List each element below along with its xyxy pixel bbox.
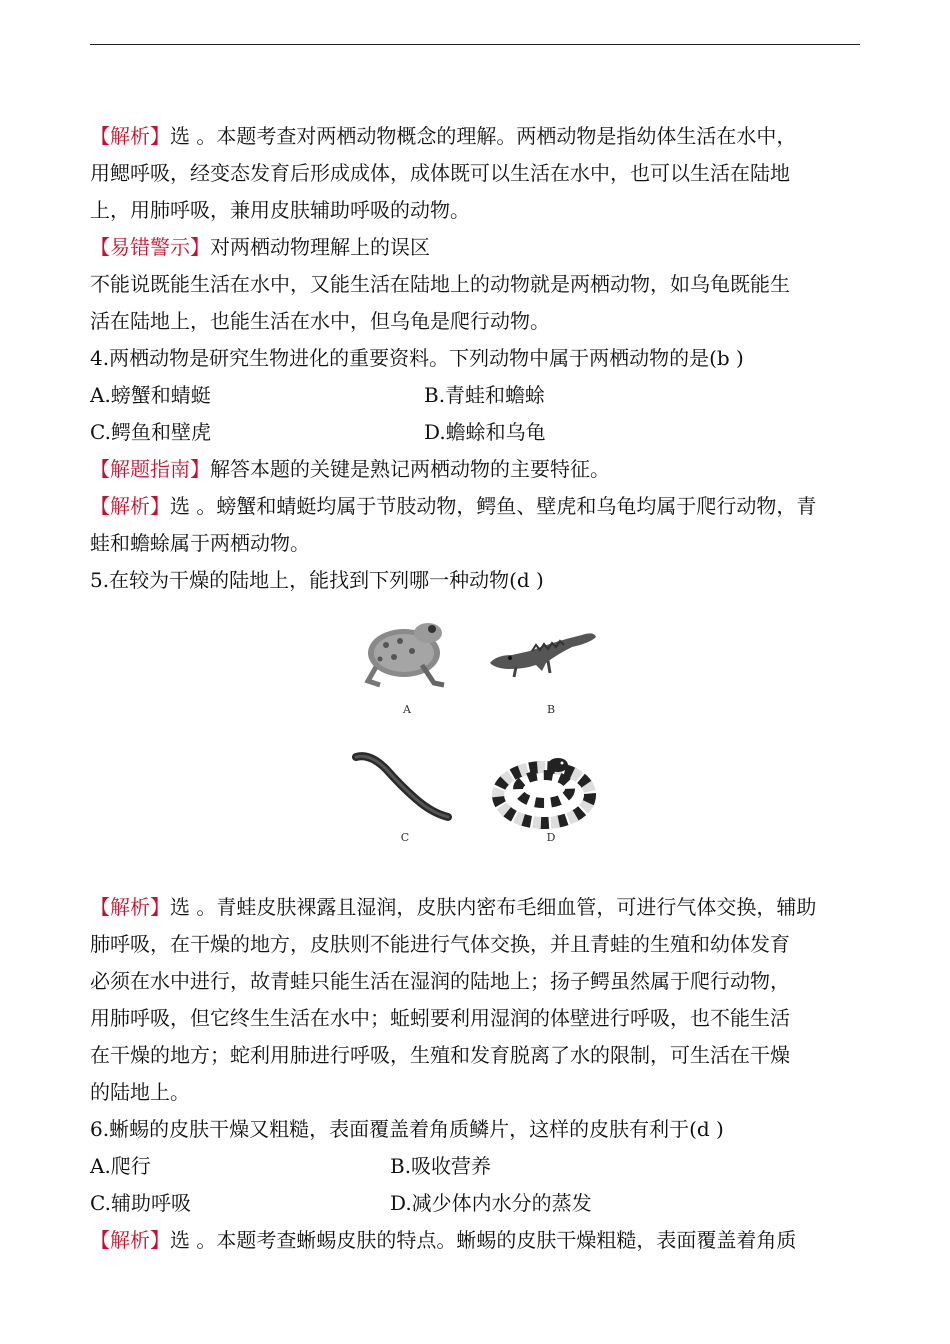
header-rule: [90, 44, 860, 45]
earthworm-image: [350, 747, 458, 827]
q4-option-d: D.蟾蜍和乌龟: [424, 420, 546, 444]
alligator-image: [486, 625, 598, 681]
figure-label-d: D: [546, 831, 556, 844]
analysis-tag: 【解析】: [90, 895, 170, 919]
guide-tag: 【解题指南】: [90, 457, 210, 481]
figure-label-b: B: [546, 703, 556, 716]
q4-guide: 【解题指南】解答本题的关键是熟记两栖动物的主要特征。: [90, 457, 610, 481]
q3-analysis-line-3: 上，用肺呼吸，兼用皮肤辅助呼吸的动物。: [90, 198, 470, 222]
q4-option-b: B.青蛙和蟾蜍: [424, 383, 546, 407]
q3-analysis-line-1: 【解析】选 。本题考查对两栖动物概念的理解。两栖动物是指幼体生活在水中，: [90, 124, 797, 148]
toad-image: [356, 611, 456, 691]
q6-options-row-2: [90, 1185, 862, 1222]
q6-option-a: A.爬行: [90, 1154, 151, 1178]
q5-analysis-line-6: 的陆地上。: [90, 1080, 190, 1104]
warning-line-2: 活在陆地上，也能生活在水中，但乌龟是爬行动物。: [90, 309, 550, 333]
q6-stem: 6.蜥蜴的皮肤干燥又粗糙，表面覆盖着角质鳞片，这样的皮肤有利于(d ): [90, 1117, 724, 1141]
warning-tag: 【易错警示】: [90, 235, 210, 259]
analysis-tag: 【解析】: [90, 494, 170, 518]
q6-option-b: B.吸收营养: [390, 1154, 492, 1178]
warning-heading: [90, 229, 862, 266]
q4-option-c: C.鳄鱼和壁虎: [90, 420, 211, 444]
q6-option-c: C.辅助呼吸: [90, 1191, 191, 1215]
q6-analysis-line-1: 【解析】选 。本题考查蜥蜴皮肤的特点。蜥蜴的皮肤干燥粗糙，表面覆盖着角质: [90, 1228, 797, 1252]
figure-label-a: A: [403, 703, 411, 716]
q4-options-row-2: [90, 414, 862, 451]
q4-options-row-1: [90, 377, 862, 414]
q4-stem: 4.两栖动物是研究生物进化的重要资料。下列动物中属于两栖动物的是(b ): [90, 346, 744, 370]
q6-options-row-1: [90, 1148, 862, 1185]
q5-figure: [90, 599, 862, 889]
q4-option-a: A.螃蟹和蜻蜓: [90, 383, 211, 407]
q4-analysis-line-1: 【解析】选 。螃蟹和蜻蜓均属于节肢动物，鳄鱼、壁虎和乌龟均属于爬行动物，青: [90, 494, 817, 518]
document-body: [90, 118, 862, 1259]
analysis-tag: 【解析】: [90, 124, 170, 148]
q5-analysis-line-3: 必须在水中进行，故青蛙只能生活在湿润的陆地上；扬子鳄虽然属于爬行动物，: [90, 969, 790, 993]
q5-analysis-line-1: 【解析】选 。青蛙皮肤裸露且湿润，皮肤内密布毛细血管，可进行气体交换，辅助: [90, 895, 817, 919]
warning-title: 对两栖动物理解上的误区: [210, 235, 430, 259]
q5-analysis-line-5: 在干燥的地方；蛇利用肺进行呼吸，生殖和发育脱离了水的限制，可生活在干燥: [90, 1043, 790, 1067]
banded-snake-image: [488, 749, 600, 833]
figure-label-c: C: [400, 831, 410, 844]
q4-analysis-line-2: 蛙和蟾蜍属于两栖动物。: [90, 531, 310, 555]
q5-stem: 5.在较为干燥的陆地上，能找到下列哪一种动物(d ): [90, 568, 544, 592]
q5-analysis-line-2: 肺呼吸，在干燥的地方，皮肤则不能进行气体交换，并且青蛙的生殖和幼体发育: [90, 932, 790, 956]
q6-option-d: D.减少体内水分的蒸发: [390, 1191, 592, 1215]
q5-analysis-line-4: 用肺呼吸，但它终生生活在水中；蚯蚓要利用湿润的体壁进行呼吸，也不能生活: [90, 1006, 790, 1030]
analysis-tag: 【解析】: [90, 1228, 170, 1252]
q3-analysis-line-2: 用鳃呼吸，经变态发育后形成成体，成体既可以生活在水中，也可以生活在陆地: [90, 161, 790, 185]
warning-line-1: 不能说既能生活在水中，又能生活在陆地上的动物就是两栖动物，如乌龟既能生: [90, 272, 790, 296]
